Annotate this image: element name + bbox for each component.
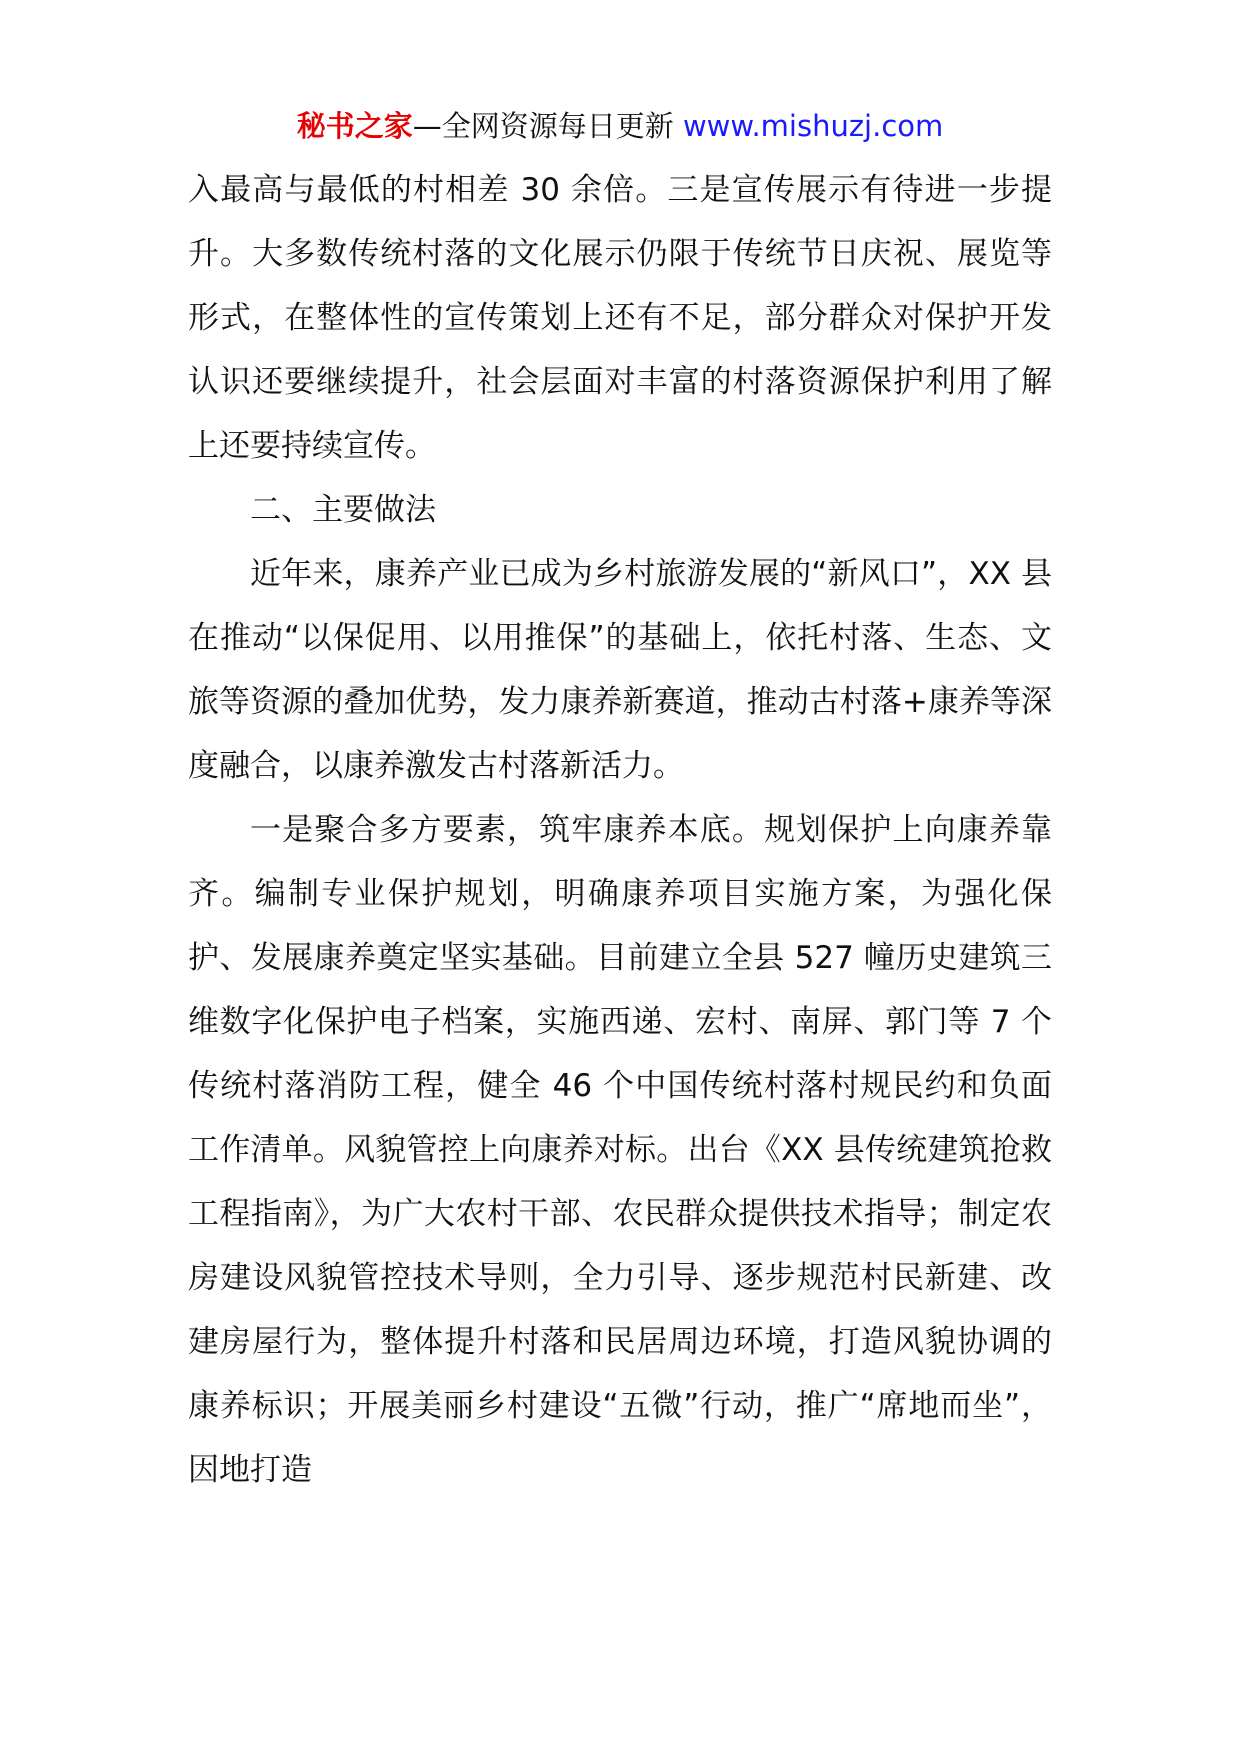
paragraph-point-one: 一是聚合多方要素，筑牢康养本底。规划保护上向康养靠齐。编制专业保护规划，明确康养项目实施方案，为强化保护、发展康养奠定坚实基础。目前建立全县 527 幢历史建筑三维数字化保护电子档案，实施西递、宏村、南屏、郭门等 7 个传统村落消防工程，健全 46 个中国传统村落村规民约和负面工作清单。风貌管控上向康养对标。出台《XX 县传统建筑抢救工程指南》，为广大农村干部、农民群众提供技术指导；制定农房建设风貌管控技术导则，全力引导、逐步规范村民新建、改建房屋行为，整体提升村落和民居周边环境，打造风貌协调的康养标识；开展美丽乡村建设“五微”行动，推广“席地而坐”，因地打造 <box>188 812 1052 1488</box>
page-header <box>0 104 1240 148</box>
header-tagline: —全网资源每日更新 <box>412 109 674 143</box>
section-heading: 二、主要做法 <box>250 492 436 528</box>
header-url-link[interactable]: www.mishuzj.com <box>682 109 944 143</box>
document-body <box>188 158 1052 1502</box>
paragraph-overview: 近年来，康养产业已成为乡村旅游发展的“新风口”，XX 县在推动“以保促用、以用推保”的基础上，依托村落、生态、文旅等资源的叠加优势，发力康养新赛道，推动古村落+康养等深度融合，以康养激发古村落新活力。 <box>188 556 1052 784</box>
paragraph-intro-continuation: 入最高与最低的村相差 30 余倍。三是宣传展示有待进一步提升。大多数传统村落的文化展示仍限于传统节日庆祝、展览等形式，在整体性的宣传策划上还有不足，部分群众对保护开发认识还要继续提升，社会层面对丰富的村落资源保护利用了解上还要持续宣传。 <box>188 172 1052 464</box>
header-brand: 秘书之家 <box>296 109 413 143</box>
